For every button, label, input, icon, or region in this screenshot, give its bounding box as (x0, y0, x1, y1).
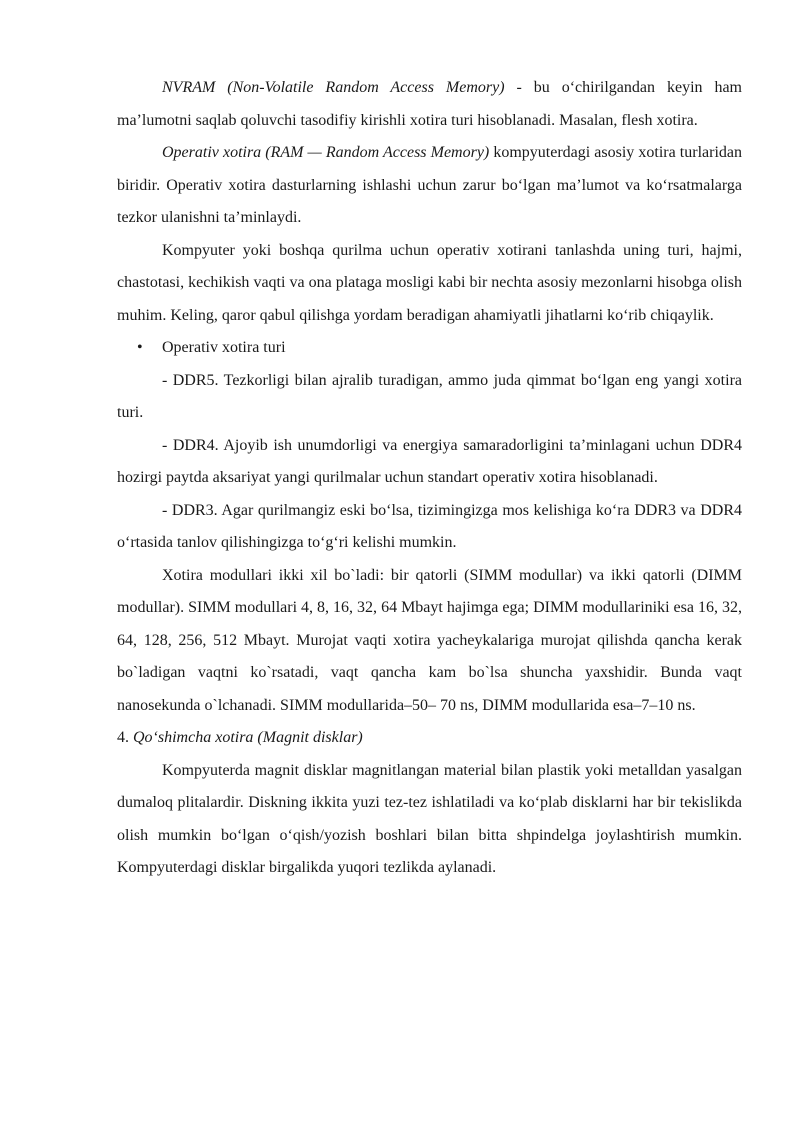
bullet-icon: • (137, 339, 143, 356)
ram-term: Operativ xotira (RAM — Random Access Memory) (162, 144, 490, 161)
ram-definition: kompyuterdagi asosiy xotira turlaridan biridir. Operativ xotira dasturlarning ishlashi uchun zarur bo‘lgan ma’lumot va ko‘rsatmalarga tezkor ulanishni ta’minlaydi. (117, 144, 742, 226)
section-heading (117, 722, 742, 755)
bullet-item (117, 332, 742, 365)
paragraph-ddr5: - DDR5. Tezkorligi bilan ajralib turadigan, ammo juda qimmat bo‘lgan eng yangi xotira turi. (117, 371, 742, 421)
paragraph-magnetic-disks: Kompyuterda magnit disklar magnitlangan material bilan plastik yoki metalldan yasalgan dumaloq plitalardir. Diskning ikkita yuzi tez-tez ishlatiladi va ko‘plab disklarni har bir tekislikda olish mumkin bo‘lgan o‘qish/yozish boshlari bilan bitta shpindelga joylashtirish mumkin. Kompyuterdagi disklar birgalikda yuqori tezlikda aylanadi. (117, 761, 742, 876)
section-title: Qo‘shimcha xotira (Magnit disklar) (133, 729, 363, 746)
paragraph-modules: Xotira modullari ikki xil bo`ladi: bir qatorli (SIMM modullar) va ikki qatorli (DIMM modullar). SIMM modullari 4, 8, 16, 32, 64 Mbayt hajimga ega; DIMM modullariniki esa 16, 32, 64, 128, 256, 512 Mbayt. Murojat vaqti xotira yacheykalariga murojat qilishda qancha kerak bo`ladigan vaqtni ko`rsatadi, vaqt qancha kam bo`lsa shuncha yaxshidir. Bunda vaqt nanosekunda o`lchanadi. SIMM modullarida–50– 70 ns, DIMM modullarida esa–7–10 ns. (117, 566, 742, 714)
bullet-label: Operativ xotira turi (162, 339, 286, 356)
paragraph-ram (117, 137, 742, 235)
paragraph-selection: Kompyuter yoki boshqa qurilma uchun operativ xotirani tanlashda uning turi, hajmi, chastotasi, kechikish vaqti va ona plataga mosligi kabi bir nechta asosiy mezonlarni hisobga olish muhim. Keling, qaror qabul qilishga yordam beradigan ahamiyatli jihatlarni ko‘rib chiqaylik. (117, 241, 742, 324)
paragraph-nvram (117, 72, 742, 137)
document-body (117, 72, 742, 885)
nvram-definition: - bu o‘chirilgandan keyin ham ma’lumotni saqlab qoluvchi tasodifiy kirishli xotira turi hisoblanadi. Masalan, flesh xotira. (117, 79, 743, 129)
paragraph-ddr3: - DDR3. Agar qurilmangiz eski bo‘lsa, tizimingizga mos kelishiga ko‘ra DDR3 va DDR4 o‘rtasida tanlov qilishingizga to‘g‘ri kelishi mumkin. (117, 501, 742, 551)
nvram-term: NVRAM (Non-Volatile Random Access Memory) (162, 79, 505, 96)
paragraph-ddr4: - DDR4. Ajoyib ish unumdorligi va energiya samaradorligini ta’minlagani uchun DDR4 hozirgi paytda aksariyat yangi qurilmalar uchun standart operativ xotira hisoblanadi. (117, 436, 742, 486)
section-number: 4. (117, 729, 133, 746)
